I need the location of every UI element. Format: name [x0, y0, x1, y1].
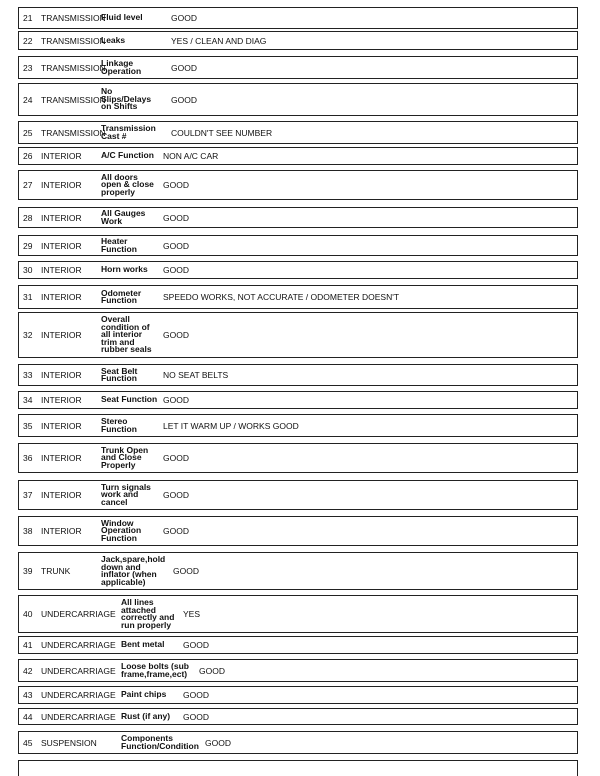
row-item: Window Operation Function — [101, 517, 142, 543]
row-result: GOOD — [183, 640, 209, 650]
row-number: 28 — [23, 212, 33, 223]
row-number: 36 — [23, 453, 33, 463]
row-category: INTERIOR — [41, 240, 82, 251]
row-category: TRUNK — [41, 566, 71, 576]
row-item: Transmission Cast # — [101, 123, 156, 141]
row-item: Turn signals work and cancel — [101, 481, 151, 507]
row-result: GOOD — [163, 453, 189, 463]
table-row — [18, 121, 578, 144]
row-result: GOOD — [199, 665, 225, 676]
row-item: Seat Belt Function — [101, 365, 138, 383]
row-item: Seat Function — [101, 394, 158, 405]
row-result: GOOD — [171, 13, 197, 23]
row-item: Stereo Function — [101, 416, 137, 434]
table-row — [18, 414, 578, 437]
row-category: INTERIOR — [41, 370, 82, 380]
row-category: INTERIOR — [41, 453, 82, 463]
table-top-edge — [18, 0, 578, 1]
row-number: 22 — [23, 35, 33, 46]
row-item: Rust (if any) — [121, 710, 171, 721]
row-category: INTERIOR — [41, 490, 82, 500]
row-item: Overall condition of all interior trim and rubber seals — [101, 314, 152, 355]
row-item: Trunk Open and Close Properly — [101, 444, 149, 470]
row-number: 33 — [23, 370, 33, 380]
row-category: UNDERCARRIAGE — [41, 690, 116, 700]
row-number: 41 — [23, 640, 33, 650]
row-item: Loose bolts (sub frame,frame,ect) — [121, 661, 189, 679]
row-item: Components Function/Condition — [121, 733, 199, 751]
row-number: 32 — [23, 330, 33, 340]
row-number: 27 — [23, 180, 33, 190]
row-number: 30 — [23, 265, 33, 275]
row-category: UNDERCARRIAGE — [41, 665, 116, 676]
row-category: TRANSMISSION — [41, 35, 106, 46]
table-row — [18, 7, 578, 29]
row-number: 43 — [23, 690, 33, 700]
table-row — [18, 595, 578, 633]
table-row — [18, 285, 578, 309]
row-number: 26 — [23, 151, 33, 161]
row-item: Heater Function — [101, 236, 137, 254]
table-row — [18, 636, 578, 654]
row-item: No Slips/Delays on Shifts — [101, 86, 152, 112]
row-result: GOOD — [163, 490, 189, 500]
row-category: TRANSMISSION — [41, 62, 106, 73]
row-result: NO SEAT BELTS — [163, 370, 229, 380]
row-item: A/C Function — [101, 150, 154, 161]
table-row — [18, 235, 578, 256]
row-number: 23 — [23, 62, 33, 73]
row-category: INTERIOR — [41, 420, 82, 431]
row-result: GOOD — [163, 330, 189, 340]
row-result: GOOD — [183, 690, 209, 700]
row-category: INTERIOR — [41, 151, 82, 161]
row-number: 21 — [23, 13, 33, 23]
row-result: GOOD — [163, 395, 189, 405]
row-item: Leaks — [101, 34, 126, 45]
row-number: 39 — [23, 566, 33, 576]
row-result: GOOD — [171, 94, 197, 105]
row-item: Bent metal — [121, 639, 165, 650]
row-result: YES / CLEAN AND DIAG — [171, 35, 267, 46]
table-row — [18, 312, 578, 358]
row-result: GOOD — [163, 265, 189, 275]
table-row — [18, 83, 578, 116]
table-row — [18, 516, 578, 546]
row-item: Horn works — [101, 264, 148, 275]
row-category: TRANSMISSION — [41, 127, 106, 138]
row-number: 40 — [23, 609, 33, 619]
row-category: UNDERCARRIAGE — [41, 640, 116, 650]
row-number: 24 — [23, 94, 33, 105]
row-number: 42 — [23, 665, 33, 676]
row-result: GOOD — [171, 62, 197, 73]
row-category: INTERIOR — [41, 526, 82, 536]
row-number: 37 — [23, 490, 33, 500]
row-result: GOOD — [173, 566, 199, 576]
table-row — [18, 31, 578, 50]
row-item: Fluid level — [101, 12, 143, 23]
row-category: INTERIOR — [41, 395, 82, 405]
row-category: UNDERCARRIAGE — [41, 711, 116, 722]
row-category: INTERIOR — [41, 292, 82, 302]
table-row — [18, 443, 578, 473]
row-number: 35 — [23, 420, 33, 431]
table-row — [18, 147, 578, 165]
row-item: Paint chips — [121, 689, 167, 700]
row-result: GOOD — [163, 526, 189, 536]
row-item: Jack,spare,hold down and inflator (when applicable) — [101, 554, 166, 587]
row-number: 31 — [23, 292, 33, 302]
row-number: 44 — [23, 711, 33, 722]
row-item: All Gauges Work — [101, 208, 146, 226]
row-item: Odometer Function — [101, 287, 142, 305]
row-item: Linkage Operation — [101, 58, 142, 76]
row-result: LET IT WARM UP / WORKS GOOD — [163, 420, 299, 431]
row-result: GOOD — [163, 180, 189, 190]
table-row — [18, 364, 578, 386]
table-row — [18, 686, 578, 704]
row-category: TRANSMISSION — [41, 13, 106, 23]
row-result: GOOD — [183, 711, 209, 722]
row-category: TRANSMISSION — [41, 94, 106, 105]
table-row — [18, 659, 578, 682]
row-result: GOOD — [205, 737, 231, 748]
table-row — [18, 261, 578, 279]
row-item: All doors open & close properly — [101, 171, 154, 197]
table-row — [18, 56, 578, 79]
table-row — [18, 480, 578, 510]
row-item: All lines attached correctly and run properly — [121, 597, 175, 630]
row-number: 29 — [23, 240, 33, 251]
row-result: NON A/C CAR — [163, 151, 219, 161]
row-result: COULDN'T SEE NUMBER — [171, 127, 273, 138]
row-number: 45 — [23, 737, 33, 748]
row-result: YES — [183, 609, 201, 619]
table-next-row-edge — [18, 760, 578, 776]
row-result: GOOD — [163, 240, 189, 251]
table-row — [18, 170, 578, 200]
table-row — [18, 708, 578, 725]
row-category: UNDERCARRIAGE — [41, 609, 116, 619]
row-category: INTERIOR — [41, 212, 82, 223]
table-row — [18, 552, 578, 590]
row-number: 25 — [23, 127, 33, 138]
row-category: SUSPENSION — [41, 737, 97, 748]
table-row — [18, 207, 578, 228]
table-row — [18, 731, 578, 754]
table-row — [18, 391, 578, 409]
row-category: INTERIOR — [41, 180, 82, 190]
row-number: 38 — [23, 526, 33, 536]
row-category: INTERIOR — [41, 330, 82, 340]
row-category: INTERIOR — [41, 265, 82, 275]
row-result: GOOD — [163, 212, 189, 223]
row-result: SPEEDO WORKS, NOT ACCURATE / ODOMETER DOESN'T — [163, 292, 400, 302]
row-number: 34 — [23, 395, 33, 405]
